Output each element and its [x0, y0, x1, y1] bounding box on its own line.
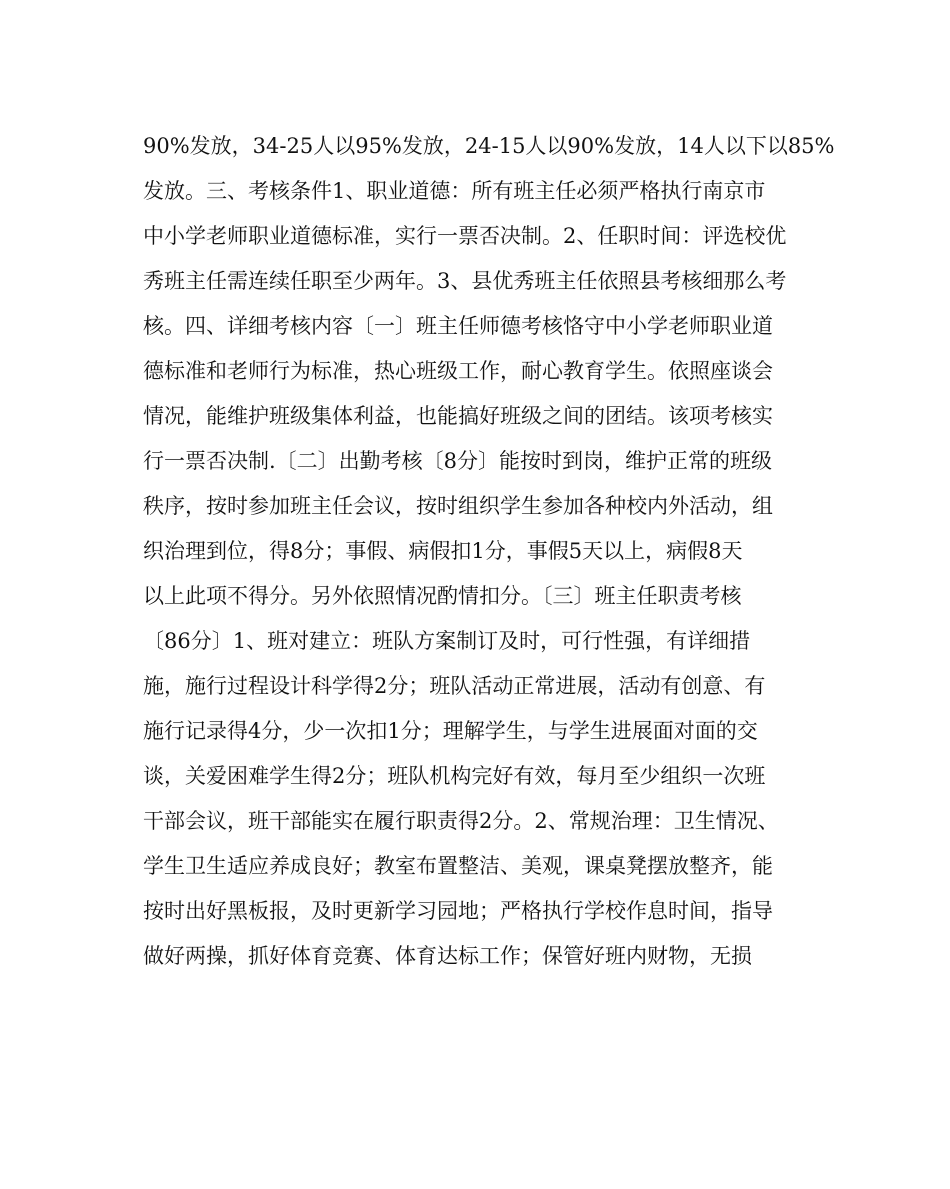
text-line: 发放。三、考核条件1、职业道德：所有班主任必须严格执行南京市: [143, 179, 766, 203]
text-line: 学生卫生适应养成良好；教室布置整洁、美观，课桌凳摆放整齐，能: [143, 854, 773, 878]
text-line: 谈，关爱困难学生得2分；班队机构完好有效，每月至少组织一次班: [143, 764, 766, 788]
text-line: 按时出好黑板报，及时更新学习园地；严格执行学校作息时间，指导: [143, 899, 773, 923]
text-line: 情况，能维护班级集体利益，也能搞好班级之间的团结。该项考核实: [143, 404, 773, 428]
text-line: 施，施行过程设计科学得2分；班队活动正常进展，活动有创意、有: [143, 674, 766, 698]
text-line: 行一票否决制.〔二〕出勤考核〔8分〕能按时到岗，维护正常的班级: [143, 449, 773, 473]
text-line: 秩序，按时参加班主任会议，按时组织学生参加各种校内外活动，组: [143, 494, 773, 518]
text-line: 织治理到位，得8分；事假、病假扣1分，事假5天以上，病假8天: [143, 539, 743, 563]
text-line: 做好两操，抓好体育竞赛、体育达标工作；保管好班内财物，无损: [143, 944, 752, 968]
text-line: 中小学老师职业道德标准，实行一票否决制。2、任职时间：评选校优: [143, 224, 787, 248]
text-line: 德标准和老师行为标准，热心班级工作，耐心教育学生。依照座谈会: [143, 359, 773, 383]
body-text: [143, 124, 835, 979]
text-line: 核。四、详细考核内容〔一〕班主任师德考核恪守中小学老师职业道: [143, 314, 773, 338]
text-line: 施行记录得4分，少一次扣1分；理解学生，与学生进展面对面的交: [143, 719, 758, 743]
text-line: 90%发放，34-25人以95%发放，24-15人以90%发放，14人以下以85%: [143, 134, 835, 158]
text-line: 以上此项不得分。另外依照情况酌情扣分。〔三〕班主任职责考核: [143, 584, 742, 608]
text-line: 干部会议，班干部能实在履行职责得2分。2、常规治理：卫生情况、: [143, 809, 779, 833]
text-line: 〔86分〕1、班对建立：班队方案制订及时，可行性强，有详细措: [143, 629, 751, 653]
text-line: 秀班主任需连续任职至少两年。3、县优秀班主任依照县考核细那么考: [143, 269, 787, 293]
